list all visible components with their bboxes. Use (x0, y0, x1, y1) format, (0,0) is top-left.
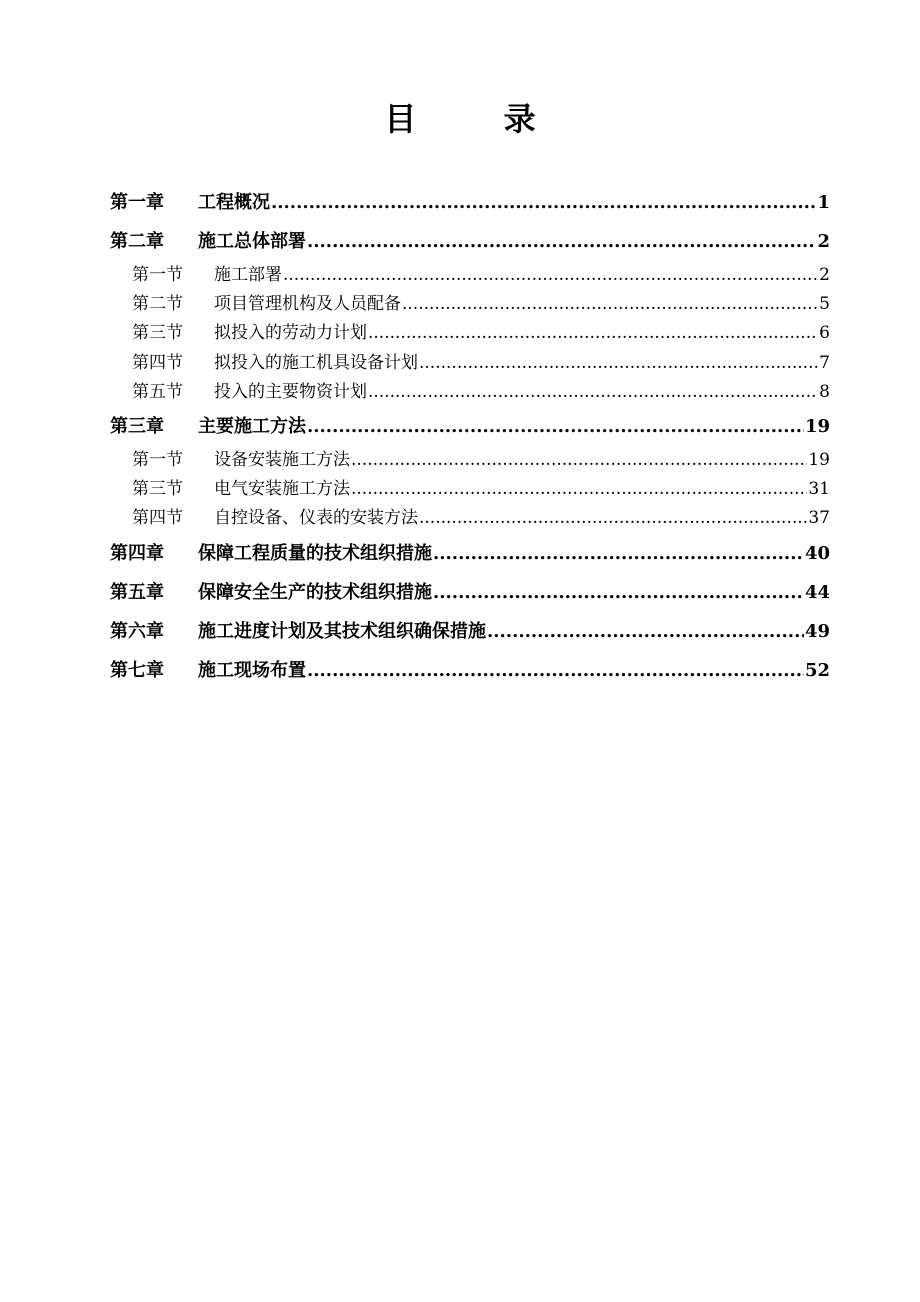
toc-entry-number: 第一节 (132, 449, 183, 470)
toc-entry-number: 第四节 (132, 352, 183, 373)
toc-dot-leader (433, 534, 804, 573)
toc-entry-chapter-2[interactable] (110, 222, 830, 261)
toc-entry-title: 施工部署 (214, 265, 282, 285)
toc-entry-title: 主要施工方法 (198, 415, 306, 437)
toc-entry-section-3-1[interactable] (110, 446, 830, 475)
toc-entry-page: 37 (808, 508, 830, 529)
toc-entry-number: 第一章 (110, 192, 164, 213)
toc-entry-page: 49 (804, 620, 830, 642)
toc-entry-page: 31 (808, 479, 830, 500)
toc-entry-number: 第三节 (132, 479, 183, 500)
toc-entry-page: 44 (804, 581, 830, 603)
toc-entry-chapter-3[interactable] (110, 407, 830, 446)
toc-dot-leader (283, 261, 818, 290)
toc-entry-section-3-3[interactable] (110, 475, 830, 504)
toc-entry-section-2-1[interactable] (110, 261, 830, 290)
toc-dot-leader (402, 290, 818, 319)
toc-entry-title: 自控设备、仪表的安装方法 (214, 508, 418, 529)
toc-entry-title: 电气安装施工方法 (214, 479, 350, 500)
toc-entry-page: 2 (817, 231, 830, 252)
toc-entry-page: 2 (819, 265, 830, 285)
toc-entry-number: 第五节 (132, 381, 183, 402)
toc-entry-chapter-6[interactable] (110, 612, 830, 651)
toc-entry-section-2-4[interactable] (110, 349, 830, 378)
toc-dot-leader (307, 222, 816, 261)
toc-entry-section-3-4[interactable] (110, 504, 830, 533)
toc-entry-number: 第六章 (110, 620, 164, 642)
toc-entry-page: 6 (819, 323, 830, 344)
toc-entry-number: 第七章 (110, 659, 164, 681)
toc-entry-number: 第三章 (110, 415, 164, 437)
toc-entry-title: 施工现场布置 (198, 659, 306, 681)
toc-dot-leader (307, 407, 804, 446)
toc-dot-leader (433, 573, 804, 612)
toc-entry-page: 7 (819, 352, 830, 373)
toc-entry-page: 19 (804, 415, 830, 437)
toc-entry-title: 投入的主要物资计划 (214, 381, 367, 402)
toc-entry-page: 52 (804, 659, 830, 681)
toc-entry-title: 保障安全生产的技术组织措施 (198, 581, 432, 603)
toc-dot-leader (271, 183, 816, 222)
toc-dot-leader (419, 504, 807, 533)
toc-entry-title: 工程概况 (198, 192, 270, 213)
toc-entry-page: 8 (819, 381, 830, 402)
toc-entry-number: 第二节 (132, 294, 183, 315)
toc-dot-leader (351, 446, 807, 475)
toc-entry-chapter-1[interactable] (110, 183, 830, 222)
toc-entry-section-2-5[interactable] (110, 378, 830, 407)
toc-entry-page: 5 (819, 294, 830, 315)
toc-entry-chapter-4[interactable] (110, 534, 830, 573)
toc-dot-leader (307, 651, 804, 690)
toc-entry-page: 1 (817, 192, 830, 213)
toc-dot-leader (368, 319, 818, 348)
toc-dot-leader (487, 612, 804, 651)
toc-entry-number: 第四节 (132, 508, 183, 529)
toc-entry-title: 施工总体部署 (198, 231, 306, 252)
toc-entry-title: 保障工程质量的技术组织措施 (198, 542, 432, 564)
toc-entry-title: 项目管理机构及人员配备 (214, 294, 401, 315)
toc-entry-number: 第四章 (110, 542, 164, 564)
toc-entry-title: 设备安装施工方法 (214, 449, 350, 470)
toc-entry-chapter-7[interactable] (110, 651, 830, 690)
toc-dot-leader (351, 475, 807, 504)
toc-entry-number: 第二章 (110, 231, 164, 252)
toc-entry-number: 第三节 (132, 323, 183, 344)
toc-entry-page: 40 (804, 542, 830, 564)
table-of-contents (110, 183, 830, 690)
toc-entry-title: 施工进度计划及其技术组织确保措施 (198, 620, 486, 642)
toc-dot-leader (419, 349, 818, 378)
toc-entry-section-2-3[interactable] (110, 319, 830, 348)
page-title: 目 录 (384, 100, 574, 138)
toc-dot-leader (368, 378, 818, 407)
toc-entry-number: 第一节 (132, 265, 183, 285)
toc-entry-title: 拟投入的施工机具设备计划 (214, 352, 418, 373)
toc-entry-chapter-5[interactable] (110, 573, 830, 612)
toc-entry-title: 拟投入的劳动力计划 (214, 323, 367, 344)
toc-entry-section-2-2[interactable] (110, 290, 830, 319)
toc-entry-page: 19 (808, 449, 830, 470)
toc-entry-number: 第五章 (110, 581, 164, 603)
